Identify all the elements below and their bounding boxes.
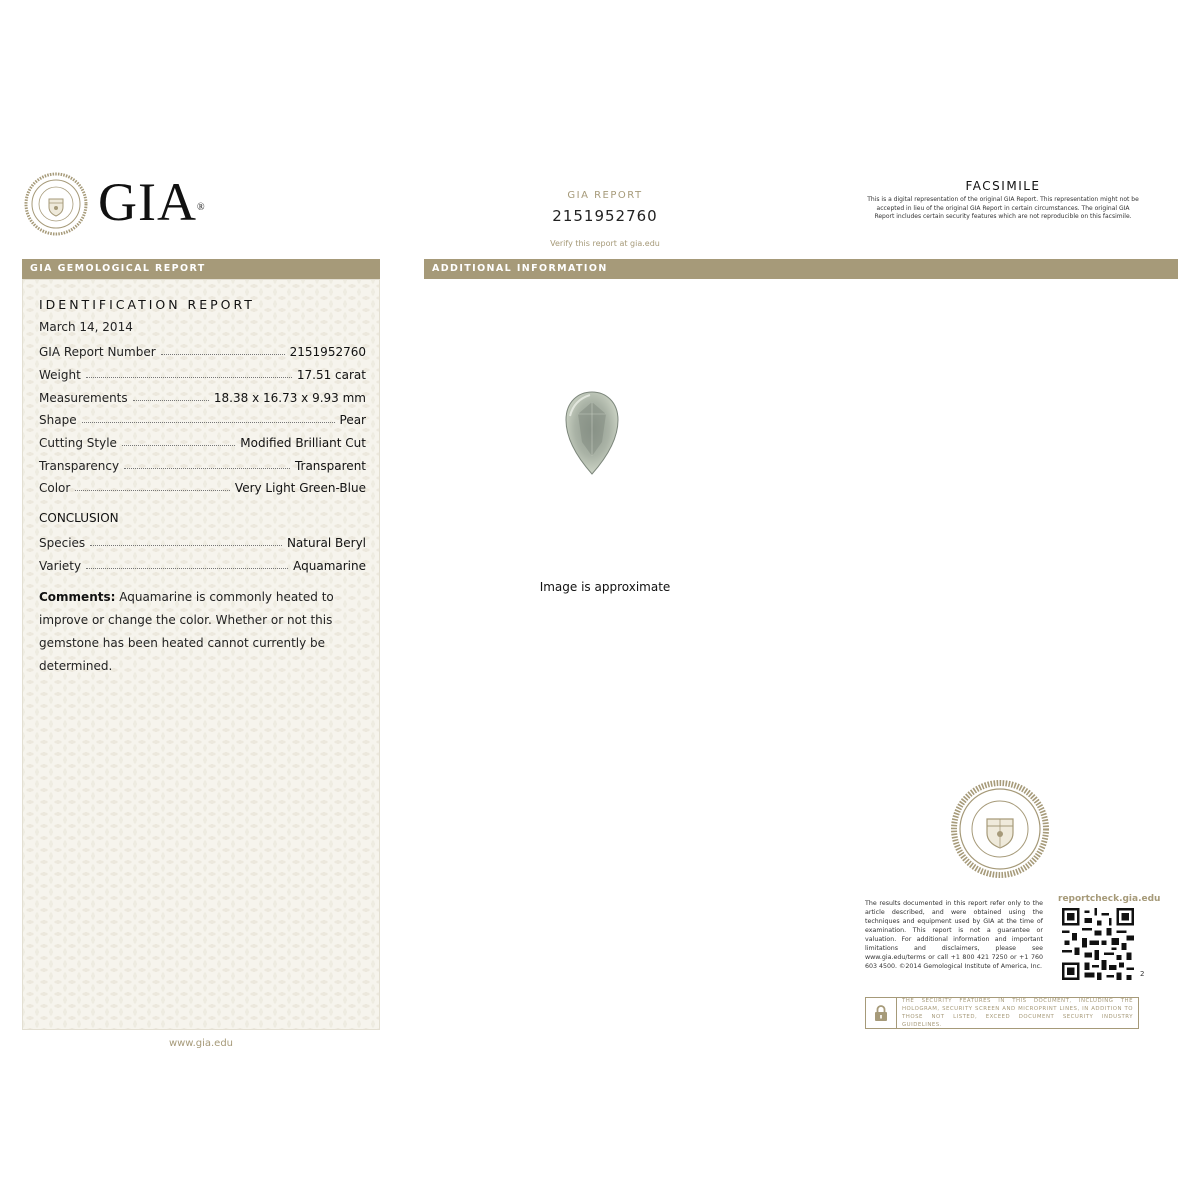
field-row-shape [39,409,366,427]
dot-leader [161,354,285,355]
field-value: 17.51 carat [296,368,366,382]
disclaimer-text: The results documented in this report refer only to the article described, and were obtained using the techniques and equipment used by GIA at the time of examination. This report is not a guarantee or valuation. For additional information and important limitations and disclaimers, please see www.gia.edu/terms or call +1 800 421 7250 or +1 760 603 4500. ©2014 Gemological Institute of America, Inc. [865,900,1043,970]
footer-url[interactable]: www.gia.edu [168,1038,234,1049]
conclusion-heading: CONCLUSION [39,511,119,525]
dot-leader [122,445,235,446]
comments-text: Aquamarine is commonly heated to improve or change the color. Whether or not this gemstone has been heated cannot currently be determined. [39,590,334,673]
pear-gem-image [564,390,620,476]
security-notice [865,997,1139,1029]
dot-leader [124,468,290,469]
report-date: March 14, 2014 [39,320,133,334]
field-row-cutting-style [39,432,366,450]
dot-leader [82,422,335,423]
field-value: Natural Beryl [286,536,366,550]
field-label: Transparency [39,459,120,473]
field-row-measurements [39,387,366,405]
comments-label: Comments: [39,590,116,604]
image-caption: Image is approximate [539,580,671,594]
lock-icon-container [866,998,897,1028]
additional-information-bar: ADDITIONAL INFORMATION [424,259,1178,279]
lock-icon [874,1004,888,1022]
page-number: 2 [1140,970,1145,978]
report-label: GIA REPORT [567,190,643,201]
field-row-transparency [39,455,366,473]
field-row-variety [39,555,366,573]
security-text: THE SECURITY FEATURES IN THIS DOCUMENT, INCLUDING THE HOLOGRAM, SECURITY SCREEN AND MICROPRINT LINES, IN ADDITION TO THOSE NOT LISTED, EXCEED DOCUMENT SECURITY INDUSTRY GUIDELINES. [902,998,1133,1028]
comments [39,586,369,678]
facsimile-notice: This is a digital representation of the original GIA Report. This representation might not be accepted in lieu of the original GIA Report in certain circumstances. The original GIA Report includes certain security features which are not reproducible on this facsimile. [867,196,1139,220]
field-label: Measurements [39,391,128,405]
field-row-color [39,477,366,495]
field-value: Pear [339,413,366,427]
field-value: Very Light Green-Blue [234,481,366,495]
reportcheck-link[interactable]: reportcheck.gia.edu [1058,894,1161,904]
dot-leader [86,377,292,378]
dot-leader [90,545,282,546]
field-value: 2151952760 [289,345,366,359]
gemological-report-bar: GIA GEMOLOGICAL REPORT [22,259,380,279]
gia-wordmark: GIA® [98,172,205,232]
gia-seal-icon [24,172,88,236]
field-label: Species [39,536,86,550]
field-label: Variety [39,559,82,573]
field-row-species [39,532,366,550]
dot-leader [75,490,230,491]
field-row-report-number [39,341,366,359]
field-value: Aquamarine [293,559,366,573]
report-title: IDENTIFICATION REPORT [39,297,255,312]
gia-seal-icon [950,779,1050,879]
facsimile-title: FACSIMILE [965,179,1041,193]
report-number-header: 2151952760 [552,207,658,225]
field-value: 18.38 x 16.73 x 9.93 mm [213,391,366,405]
field-row-weight [39,364,366,382]
field-label: Weight [39,368,81,382]
field-value: Modified Brilliant Cut [240,436,366,450]
field-value: Transparent [294,459,366,473]
field-label: GIA Report Number [39,345,156,359]
field-label: Shape [39,413,77,427]
field-label: Color [39,481,71,495]
dot-leader [86,568,288,569]
dot-leader [133,400,209,401]
field-label: Cutting Style [39,436,117,450]
verify-link[interactable]: Verify this report at gia.edu [550,239,660,248]
qr-code-icon[interactable] [1062,908,1134,980]
